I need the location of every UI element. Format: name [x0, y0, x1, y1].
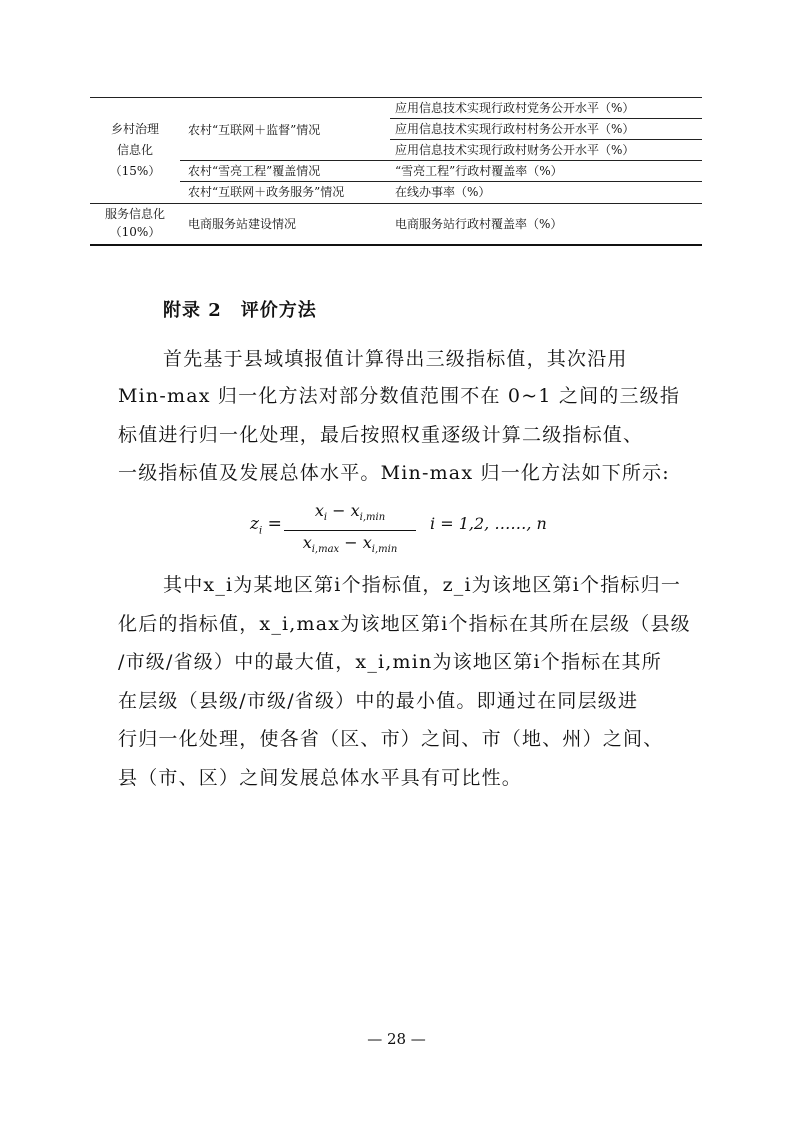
paragraph-line: 首先基于县域填报值计算得出三级指标值，其次沿用: [163, 348, 628, 370]
page-number: — 28 —: [367, 1030, 426, 1048]
paragraph-line: 行归一化处理，使各省（区、市）之间、市（地、州）之间、: [118, 728, 664, 750]
formula-fraction: [284, 500, 416, 561]
table-top-rule: [90, 97, 702, 98]
tertiary-indicator: 应用信息技术实现行政村财务公开水平（%）: [395, 143, 635, 157]
formula-lhs: $z_i$ =: [250, 514, 282, 537]
table-rule: [90, 203, 702, 204]
secondary-indicator: 农村“雪亮工程”覆盖情况: [188, 164, 321, 178]
paragraph-line: 化后的指标值，x_i,max为该地区第i个指标在其所在层级（县级: [118, 613, 691, 635]
paragraph-line: 县（市、区）之间发展总体水平具有可比性。: [118, 767, 523, 789]
paragraph-line: 其中x_i为某地区第i个指标值，z_i为该地区第i个指标归一: [163, 574, 682, 596]
formula-index-range: i = 1,2, ……, n: [430, 514, 547, 533]
paragraph-line: /市级/省级）中的最大值，x_i,min为该地区第i个指标在其所: [118, 651, 662, 673]
secondary-indicator: 农村“互联网＋政务服务”情况: [188, 185, 345, 199]
paragraph-line: 一级指标值及发展总体水平。Min-max 归一化方法如下所示:: [118, 462, 670, 484]
formula-denominator: $x_{i,max} - x_{i,min}$: [302, 533, 398, 556]
paragraph-line: Min-max 归一化方法对部分数值范围不在 0~1 之间的三级指: [118, 385, 681, 407]
table-bottom-rule: [90, 244, 702, 246]
tertiary-indicator: “雪亮工程”行政村覆盖率（%）: [395, 164, 563, 178]
primary-indicator-label: 服务信息化 （10%）: [104, 207, 165, 239]
secondary-indicator: 电商服务站建设情况: [188, 217, 297, 231]
secondary-indicator: 农村“互联网＋监督”情况: [188, 123, 321, 137]
tertiary-indicator: 应用信息技术实现行政村村务公开水平（%）: [395, 122, 635, 136]
tertiary-indicator: 电商服务站行政村覆盖率（%）: [395, 217, 563, 231]
appendix-heading: 附录 2 评价方法: [163, 300, 317, 321]
table-rule: [180, 181, 702, 182]
formula-numerator: $x_i - x_{i,min}$: [314, 501, 386, 524]
table-rule: [390, 139, 702, 140]
indicator-table: [90, 97, 702, 246]
table-rule: [390, 118, 702, 119]
tertiary-indicator: 在线办事率（%）: [395, 185, 491, 199]
table-rule: [180, 160, 702, 161]
tertiary-indicator: 应用信息技术实现行政村党务公开水平（%）: [395, 101, 635, 115]
primary-indicator-label: 乡村治理 信息化 （15%）: [109, 122, 161, 178]
paragraph-line: 标值进行归一化处理，最后按照权重逐级计算二级指标值、: [118, 424, 644, 446]
minmax-formula: [250, 500, 580, 558]
paragraph-line: 在层级（县级/市级/省级）中的最小值。即通过在同层级进: [118, 690, 639, 712]
